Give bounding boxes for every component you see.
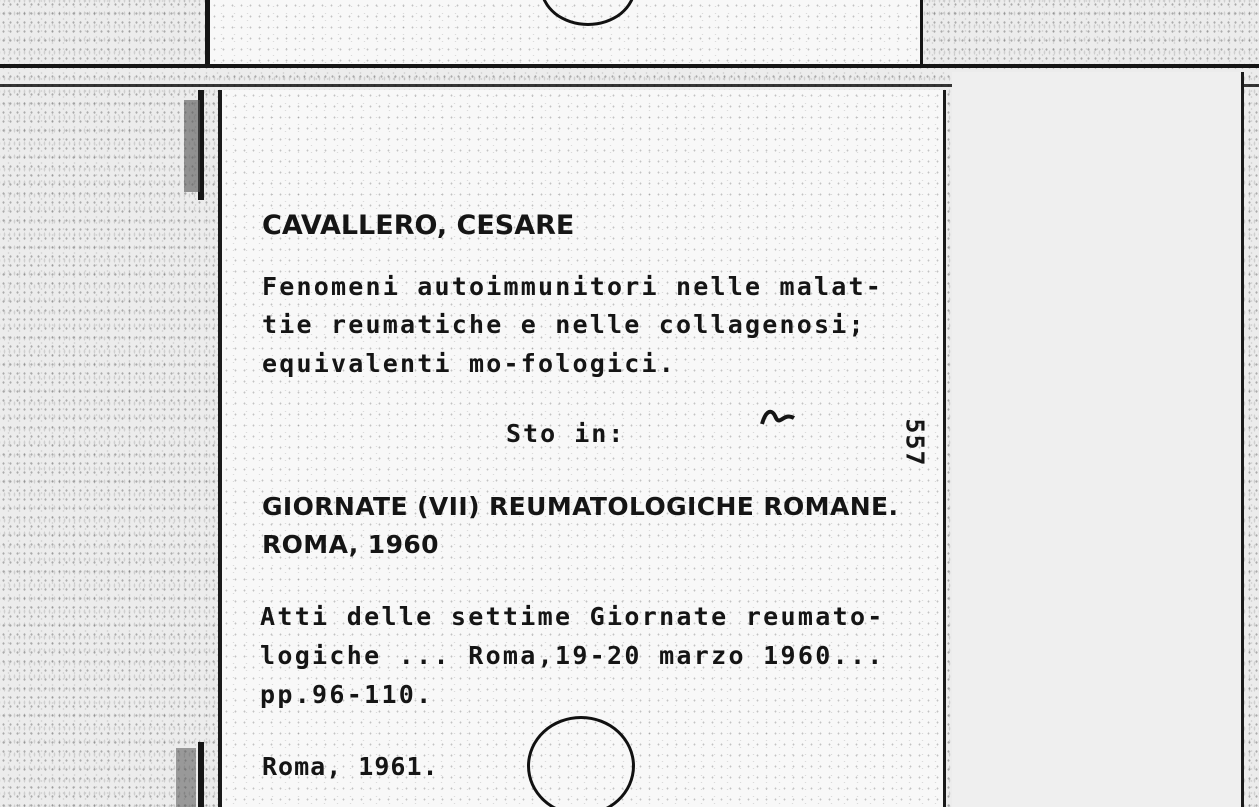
card-divider-line: [0, 64, 1259, 68]
left-binding-edge-bottom: [198, 742, 204, 807]
proceedings-line: pp.96-110.: [260, 680, 434, 709]
left-tab-mark-bottom: [176, 748, 196, 807]
source-line: ROMA, 1960: [262, 530, 439, 559]
in-label: Sto in:: [506, 419, 626, 448]
bottom-punch-hole: [527, 716, 635, 807]
title-line: Fenomeni autoimmunitori nelle malat-: [262, 272, 884, 301]
source-line: GIORNATE (VII) REUMATOLOGICHE ROMANE.: [262, 492, 899, 521]
left-tab-mark: [184, 100, 200, 192]
author-name: CAVALLERO, CESARE: [262, 210, 575, 241]
proceedings-line: logiche ... Roma,19-20 marzo 1960...: [260, 641, 885, 670]
proceedings-line: Atti delle settime Giornate reumato-: [260, 602, 885, 631]
publication-date: Roma, 1961.: [262, 752, 439, 781]
ink-mark-icon: [758, 404, 798, 432]
title-line: equivalenti mo-fologici.: [262, 349, 677, 378]
call-number: 557: [900, 418, 930, 467]
title-line: tie reumatiche e nelle collagenosi;: [262, 310, 866, 339]
right-card-fragment: [952, 72, 1244, 807]
